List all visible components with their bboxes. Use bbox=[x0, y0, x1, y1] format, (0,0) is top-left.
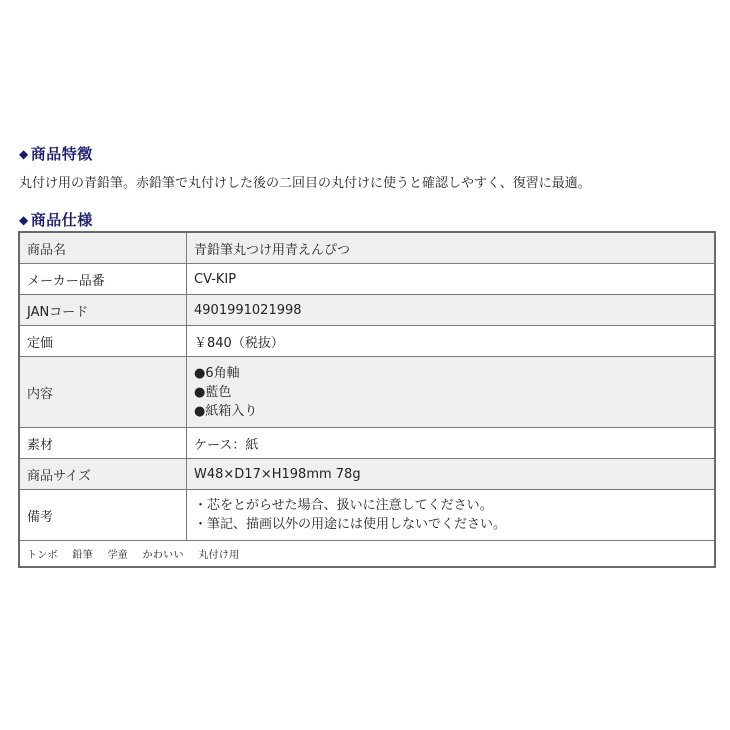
tag: トンボ bbox=[27, 550, 58, 561]
tags-cell bbox=[19, 541, 715, 568]
row-label: 内容 bbox=[19, 357, 187, 428]
table-row bbox=[19, 490, 715, 541]
diamond-icon: ◆ bbox=[19, 147, 29, 161]
features-heading bbox=[19, 143, 93, 164]
diamond-icon: ◆ bbox=[19, 213, 29, 227]
table-row bbox=[19, 459, 715, 490]
maker-code-value: CV-KIP bbox=[187, 264, 716, 295]
specs-heading bbox=[19, 209, 93, 230]
table-row bbox=[19, 428, 715, 459]
row-label: メーカー品番 bbox=[19, 264, 187, 295]
row-label: 備考 bbox=[19, 490, 187, 541]
table-row bbox=[19, 357, 715, 428]
contents-item: ●6角軸 bbox=[194, 365, 240, 381]
jan-code-value: 4901991021998 bbox=[187, 295, 716, 326]
specs-heading-text: 商品仕様 bbox=[30, 211, 93, 229]
row-label: 定価 bbox=[19, 326, 187, 357]
notes-item: ・筆記、描画以外の用途には使用しないでください。 bbox=[194, 517, 507, 532]
features-heading-text: 商品特徴 bbox=[30, 145, 93, 163]
tag: かわいい bbox=[142, 550, 184, 561]
contents-item: ●藍色 bbox=[194, 384, 232, 400]
size-value: W48×D17×H198mm 78g bbox=[187, 459, 716, 490]
material-value: ケース：紙 bbox=[187, 428, 716, 459]
table-row bbox=[19, 295, 715, 326]
contents-item: ●紙箱入り bbox=[194, 403, 258, 419]
table-row bbox=[19, 264, 715, 295]
tags-row bbox=[19, 541, 715, 568]
spec-table bbox=[18, 231, 716, 568]
tag: 学童 bbox=[107, 550, 129, 561]
tag: 丸付け用 bbox=[198, 550, 240, 561]
contents-value bbox=[187, 357, 716, 428]
notes-value bbox=[187, 490, 716, 541]
tag: 鉛筆 bbox=[72, 550, 93, 561]
price-value: ￥840（税抜） bbox=[187, 326, 716, 357]
notes-item: ・芯をとがらせた場合、扱いに注意してください。 bbox=[194, 498, 493, 513]
row-label: 商品名 bbox=[19, 232, 187, 264]
table-row bbox=[19, 326, 715, 357]
table-row bbox=[19, 232, 715, 264]
row-label: 素材 bbox=[19, 428, 187, 459]
product-name-value: 青鉛筆丸つけ用青えんぴつ bbox=[187, 232, 716, 264]
row-label: JANコード bbox=[19, 295, 187, 326]
row-label: 商品サイズ bbox=[19, 459, 187, 490]
features-description: 丸付け用の青鉛筆。赤鉛筆で丸付けした後の二回目の丸付けに使うと確認しやすく、復習に最適。 bbox=[19, 176, 591, 191]
